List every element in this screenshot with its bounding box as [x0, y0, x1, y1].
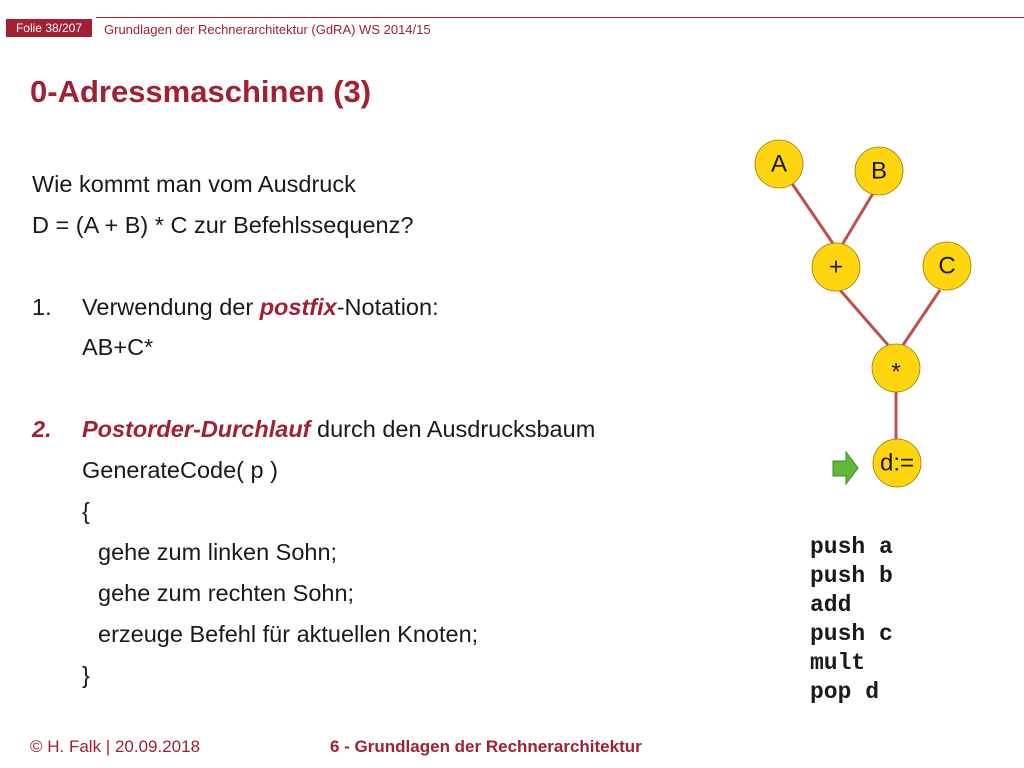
- tree-node-mult: [872, 344, 920, 392]
- list-item-1-suffix: -Notation:: [336, 294, 439, 320]
- intro-line-1: Wie kommt man vom Ausdruck: [32, 171, 356, 197]
- brace-close: }: [82, 662, 90, 688]
- edge-a-plus: [791, 182, 834, 245]
- code-line-push-a: push a: [810, 534, 893, 560]
- footer-chapter: 6 - Grundlagen der Rechnerarchitektur: [330, 737, 642, 756]
- code-signature: GenerateCode( p ): [82, 457, 278, 483]
- tree-node-a: [755, 140, 803, 188]
- postfix-expression: AB+C*: [82, 334, 154, 360]
- code-line-pop-d: pop d: [810, 679, 880, 705]
- edge-b-plus: [842, 190, 875, 245]
- edge-c-mult: [903, 290, 940, 345]
- postorder-keyword: Postorder-Durchlauf: [82, 416, 311, 442]
- tree-node-b: [855, 147, 903, 195]
- code-line-push-c: push c: [810, 621, 893, 647]
- list-item-2-number: 2.: [32, 416, 52, 442]
- code-line-add: add: [810, 592, 852, 618]
- right-arrow-icon: [833, 452, 858, 484]
- tree-node-plus-label: +: [828, 253, 844, 281]
- edge-plus-mult: [840, 290, 888, 345]
- slide-title: 0-Adressmaschinen (3): [30, 74, 372, 109]
- tree-node-assign-label: d:=: [879, 449, 915, 477]
- step-emit-instruction: erzeuge Befehl für aktuellen Knoten;: [98, 621, 479, 647]
- generated-code: [810, 533, 893, 707]
- tree-node-c-label: C: [938, 252, 956, 280]
- list-item-1-prefix: Verwendung der: [82, 294, 260, 320]
- course-title: Grundlagen der Rechnerarchitektur (GdRA) WS 2014/15: [104, 22, 431, 37]
- intro-line-2: D = (A + B) * C zur Befehlssequenz?: [32, 212, 414, 238]
- code-line-push-b: push b: [810, 563, 893, 589]
- code-line-mult: mult: [810, 650, 866, 676]
- step-right-child: gehe zum rechten Sohn;: [98, 580, 355, 606]
- tree-node-b-label: B: [870, 157, 888, 185]
- postfix-keyword: postfix: [259, 294, 337, 320]
- tree-node-plus: [812, 243, 860, 291]
- tree-edges: [791, 182, 940, 440]
- slide-number-badge: Folie 38/207: [6, 19, 92, 37]
- list-item-2-suffix: durch den Ausdrucksbaum: [310, 416, 596, 442]
- tree-node-a-label: A: [770, 150, 788, 178]
- tree-node-mult-label: *: [891, 358, 901, 386]
- tree-node-assign: [873, 439, 921, 487]
- list-item-1-number: 1.: [32, 294, 52, 320]
- footer-author-date: © H. Falk | 20.09.2018: [30, 737, 201, 756]
- brace-open: {: [82, 498, 90, 524]
- tree-node-c: [923, 242, 971, 290]
- step-left-child: gehe zum linken Sohn;: [98, 539, 338, 565]
